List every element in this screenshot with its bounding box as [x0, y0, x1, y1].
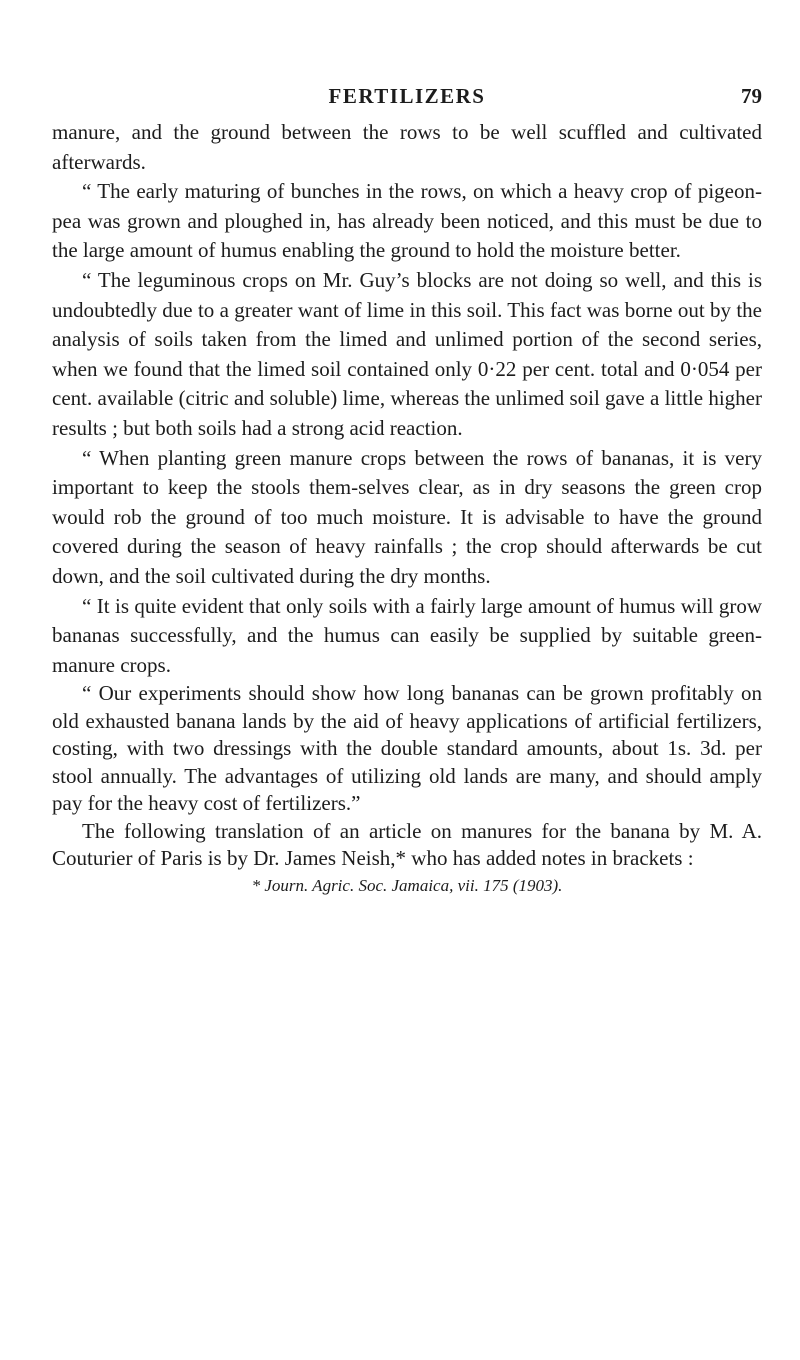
paragraph: manure, and the ground between the rows to be well scuffled and cultivated afterwards. [52, 120, 762, 174]
footnote: * Journ. Agric. Soc. Jamaica, vii. 175 (1903). [251, 875, 563, 895]
paragraph: “ When planting green manure crops between the rows of bananas, it is very important to keep the stools them-selves clear, as in dry seasons the green crop would rob the ground of too much moisture. It is advisable to have the ground covered during the season of heavy rainfalls ; the crop should afterwards be cut down, and the soil cultivated during the dry months. [52, 445, 762, 588]
body-text [52, 118, 762, 873]
paragraph: “ The early maturing of bunches in the rows, on which a heavy crop of pigeon-pea was grown and ploughed in, has already been noticed, and this must be due to the large amount of humus enabling the ground to hold the moisture better. [52, 179, 762, 263]
page-number: 79 [741, 84, 762, 108]
paragraph: The following translation of an article on manures for the banana by M. A. Couturier of Paris is by Dr. James Neish,* who has added notes in brackets : [52, 818, 762, 871]
book-page [52, 84, 762, 897]
running-head: FERTILIZERS [328, 84, 486, 108]
page-header [52, 84, 762, 118]
paragraph: “ The leguminous crops on Mr. Guy’s blocks are not doing so well, and this is undoubtedly due to a greater want of lime in this soil. This fact was borne out by the analysis of soils taken from the limed and unlimed portion of the second series, when we found that the limed soil contained only 0·22 per cent. total and 0·054 per cent. available (citric and soluble) lime, whereas the unlimed soil gave a little higher results ; but both soils had a strong acid reaction. [52, 267, 762, 440]
paragraph: “ It is quite evident that only soils with a fairly large amount of humus will grow bananas successfully, and the humus can easily be supplied by suitable green-manure crops. [52, 593, 762, 677]
paragraph: “ Our experiments should show how long bananas can be grown profitably on old exhausted banana lands by the aid of heavy applications of artificial fertilizers, costing, with two dressings with the double standard amounts, about 1s. 3d. per stool annually. The advantages of utilizing old lands are many, and should amply pay for the heavy cost of fertilizers.” [52, 681, 762, 816]
